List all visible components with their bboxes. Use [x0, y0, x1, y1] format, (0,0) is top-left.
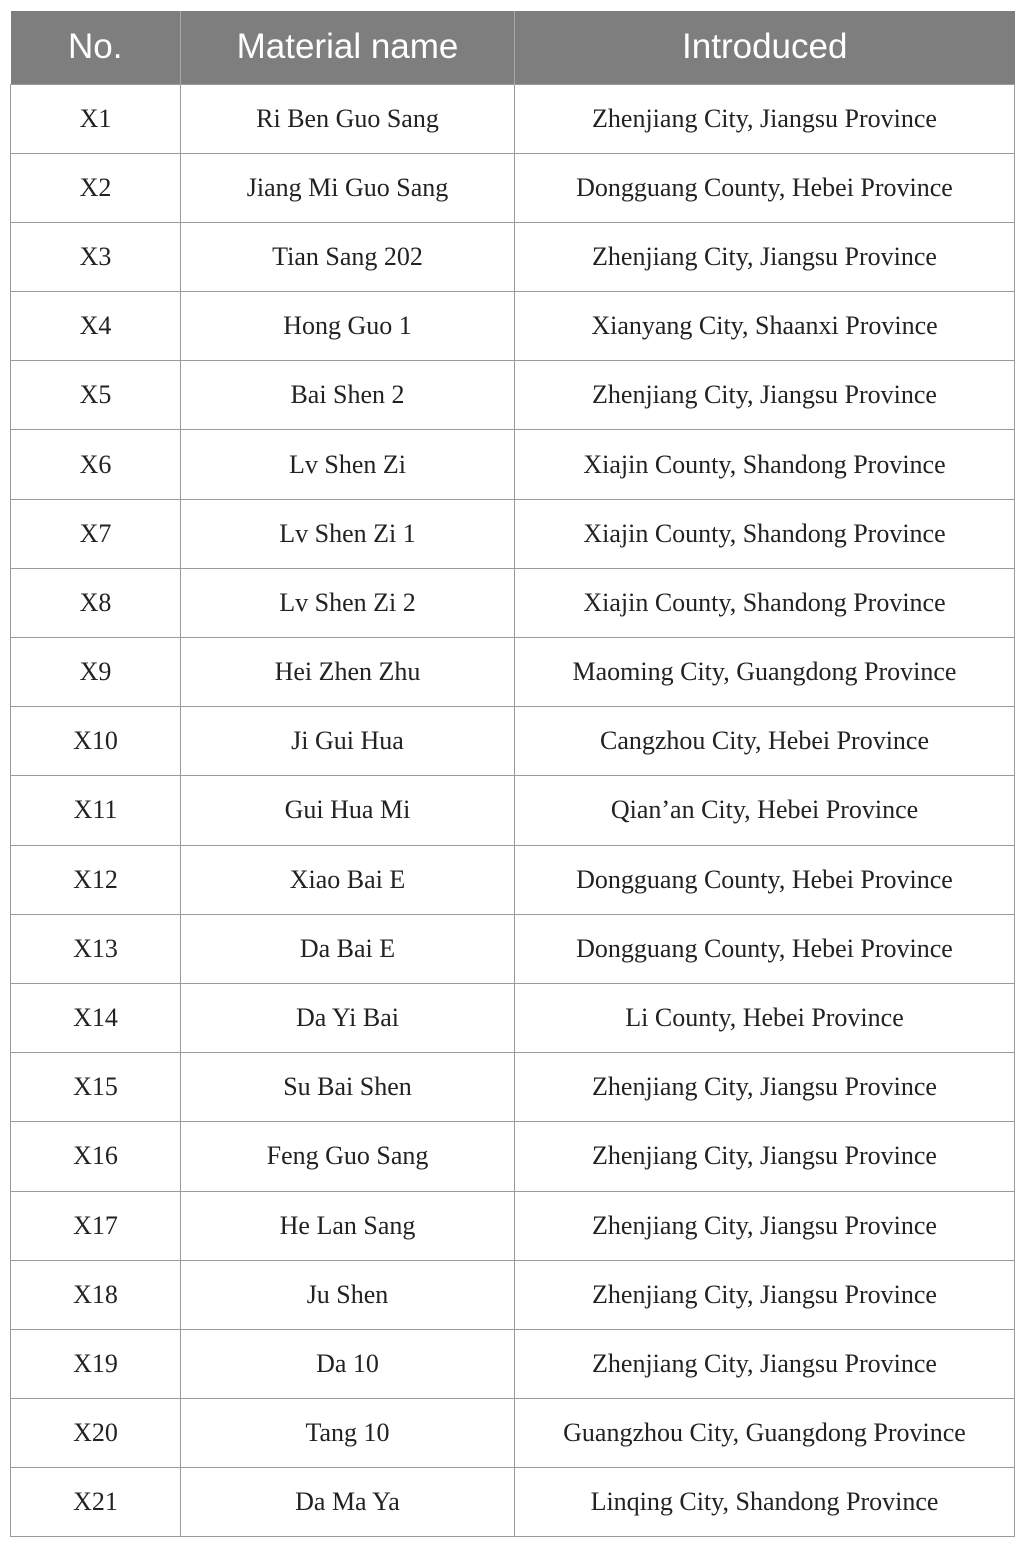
cell-material-name: Da Yi Bai — [181, 983, 515, 1052]
cell-no: X19 — [11, 1329, 181, 1398]
cell-material-name: Da Bai E — [181, 914, 515, 983]
header-material-name: Material name — [181, 11, 515, 84]
cell-introduced: Zhenjiang City, Jiangsu Province — [515, 1053, 1015, 1122]
cell-no: X1 — [11, 84, 181, 153]
cell-introduced: Zhenjiang City, Jiangsu Province — [515, 1122, 1015, 1191]
cell-no: X16 — [11, 1122, 181, 1191]
header-row — [11, 11, 1015, 84]
cell-material-name: Gui Hua Mi — [181, 776, 515, 845]
cell-no: X13 — [11, 914, 181, 983]
table-row — [11, 914, 1015, 983]
cell-no: X5 — [11, 361, 181, 430]
cell-introduced: Xiajin County, Shandong Province — [515, 499, 1015, 568]
cell-introduced: Cangzhou City, Hebei Province — [515, 707, 1015, 776]
table-row — [11, 84, 1015, 153]
cell-no: X17 — [11, 1191, 181, 1260]
cell-no: X18 — [11, 1260, 181, 1329]
cell-material-name: Bai Shen 2 — [181, 361, 515, 430]
cell-introduced: Linqing City, Shandong Province — [515, 1468, 1015, 1537]
cell-material-name: Hong Guo 1 — [181, 292, 515, 361]
cell-introduced: Zhenjiang City, Jiangsu Province — [515, 1329, 1015, 1398]
cell-material-name: Ri Ben Guo Sang — [181, 84, 515, 153]
cell-material-name: Da Ma Ya — [181, 1468, 515, 1537]
table-row — [11, 1260, 1015, 1329]
cell-no: X9 — [11, 638, 181, 707]
cell-introduced: Zhenjiang City, Jiangsu Province — [515, 361, 1015, 430]
cell-material-name: Xiao Bai E — [181, 845, 515, 914]
cell-no: X6 — [11, 430, 181, 499]
cell-no: X21 — [11, 1468, 181, 1537]
header-no: No. — [68, 27, 123, 67]
cell-no: X4 — [11, 292, 181, 361]
cell-material-name: Jiang Mi Guo Sang — [181, 153, 515, 222]
table-row — [11, 776, 1015, 845]
cell-material-name: Su Bai Shen — [181, 1053, 515, 1122]
table-row — [11, 1191, 1015, 1260]
cell-introduced: Qian’an City, Hebei Province — [515, 776, 1015, 845]
cell-no: X20 — [11, 1399, 181, 1468]
cell-no: X3 — [11, 222, 181, 291]
header-introduced: Introduced — [515, 11, 1015, 84]
table-row — [11, 292, 1015, 361]
materials-table — [10, 11, 1015, 1537]
cell-material-name: Lv Shen Zi 1 — [181, 499, 515, 568]
table-body — [11, 84, 1015, 1537]
cell-material-name: Tian Sang 202 — [181, 222, 515, 291]
table-row — [11, 430, 1015, 499]
table-row — [11, 707, 1015, 776]
table-row — [11, 638, 1015, 707]
table-header — [11, 11, 1015, 84]
cell-introduced: Xiajin County, Shandong Province — [515, 430, 1015, 499]
cell-material-name: Tang 10 — [181, 1399, 515, 1468]
cell-introduced: Zhenjiang City, Jiangsu Province — [515, 1191, 1015, 1260]
cell-introduced: Zhenjiang City, Jiangsu Province — [515, 1260, 1015, 1329]
cell-introduced: Dongguang County, Hebei Province — [515, 153, 1015, 222]
table-row — [11, 1053, 1015, 1122]
cell-material-name: Hei Zhen Zhu — [181, 638, 515, 707]
cell-introduced: Guangzhou City, Guangdong Province — [515, 1399, 1015, 1468]
cell-material-name: Lv Shen Zi 2 — [181, 568, 515, 637]
cell-no: X2 — [11, 153, 181, 222]
table-row — [11, 222, 1015, 291]
table-container — [10, 11, 1014, 1537]
cell-material-name: Ju Shen — [181, 1260, 515, 1329]
table-row — [11, 1122, 1015, 1191]
cell-no: X12 — [11, 845, 181, 914]
cell-material-name: He Lan Sang — [181, 1191, 515, 1260]
table-row — [11, 499, 1015, 568]
cell-no: X11 — [11, 776, 181, 845]
cell-material-name: Lv Shen Zi — [181, 430, 515, 499]
cell-introduced: Dongguang County, Hebei Province — [515, 914, 1015, 983]
cell-introduced: Zhenjiang City, Jiangsu Province — [515, 222, 1015, 291]
cell-no: X14 — [11, 983, 181, 1052]
cell-introduced: Zhenjiang City, Jiangsu Province — [515, 84, 1015, 153]
table-row — [11, 361, 1015, 430]
cell-material-name: Ji Gui Hua — [181, 707, 515, 776]
cell-introduced: Li County, Hebei Province — [515, 983, 1015, 1052]
cell-introduced: Xianyang City, Shaanxi Province — [515, 292, 1015, 361]
cell-introduced: Xiajin County, Shandong Province — [515, 568, 1015, 637]
table-row — [11, 1399, 1015, 1468]
cell-no: X15 — [11, 1053, 181, 1122]
table-row — [11, 845, 1015, 914]
cell-no: X7 — [11, 499, 181, 568]
cell-introduced: Maoming City, Guangdong Province — [515, 638, 1015, 707]
table-row — [11, 983, 1015, 1052]
table-row — [11, 568, 1015, 637]
table-row — [11, 1468, 1015, 1537]
table-row — [11, 153, 1015, 222]
table-row — [11, 1329, 1015, 1398]
cell-introduced: Dongguang County, Hebei Province — [515, 845, 1015, 914]
cell-no: X8 — [11, 568, 181, 637]
cell-material-name: Feng Guo Sang — [181, 1122, 515, 1191]
cell-no: X10 — [11, 707, 181, 776]
cell-material-name: Da 10 — [181, 1329, 515, 1398]
